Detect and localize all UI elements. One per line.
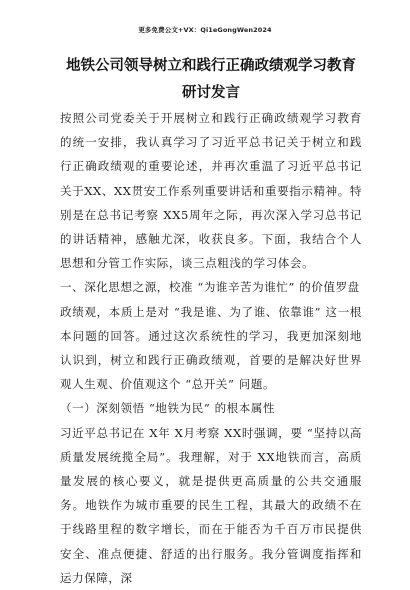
paragraph-section-1: 政绩观，本质上是对 “我是谁、为了谁、依靠谁” 这一根本问题的回答。通过这次系统性的学习，我更加深刻地认识到，树立和践行正确政绩观，首要的是解决好世界观人生观、价值观这个 “总开关” 问题。	[60, 304, 362, 392]
paragraph-subsection-1: 习近平总书记在 X年 X月考察 XX时强调，要 “坚持以高质量发展统揽全局”。我理解，对于 XX地铁而言，高质量发展的核心要义，就是提供更高质量的公共交通服务。地铁作为城市重要的民生工程，其最大的政绩不在于线路里程的数字增长，而在于能否为千百万市民提供安全、准点便捷、舒适的出行服务。我分管调度指挥和运力保障，深	[60, 425, 362, 585]
document-body	[60, 106, 362, 590]
document-title: 地铁公司领导树立和践行正确政绩观学习教育研讨发言	[66, 58, 356, 101]
subsection-heading-1: （一）深刻领悟 “地铁为民” 的根本属性	[60, 401, 276, 416]
paragraph-intro: 按照公司党委关于开展树立和践行正确政绩观学习教育的统一安排，我认真学习了习近平总书记关于树立和践行正确政绩观的重要论述，并再次重温了习近平总书记关于XX、XX贯安工作系列重要讲话和重要指示精神。特别是在总书记考察 XX5周年之际，再次深入学习总书记的讲话精神，感触尤深，收获良多。下面，我结合个人思想和分管工作实际，谈三点粗浅的学习体会。	[60, 111, 362, 271]
section-heading-1: 一、深化思想之源，校准 “为谁辛苦为谁忙” 的价值罗盘	[60, 280, 360, 295]
header-note: 更多免费公文+VX：Qi1eGongWen2024	[138, 26, 272, 34]
